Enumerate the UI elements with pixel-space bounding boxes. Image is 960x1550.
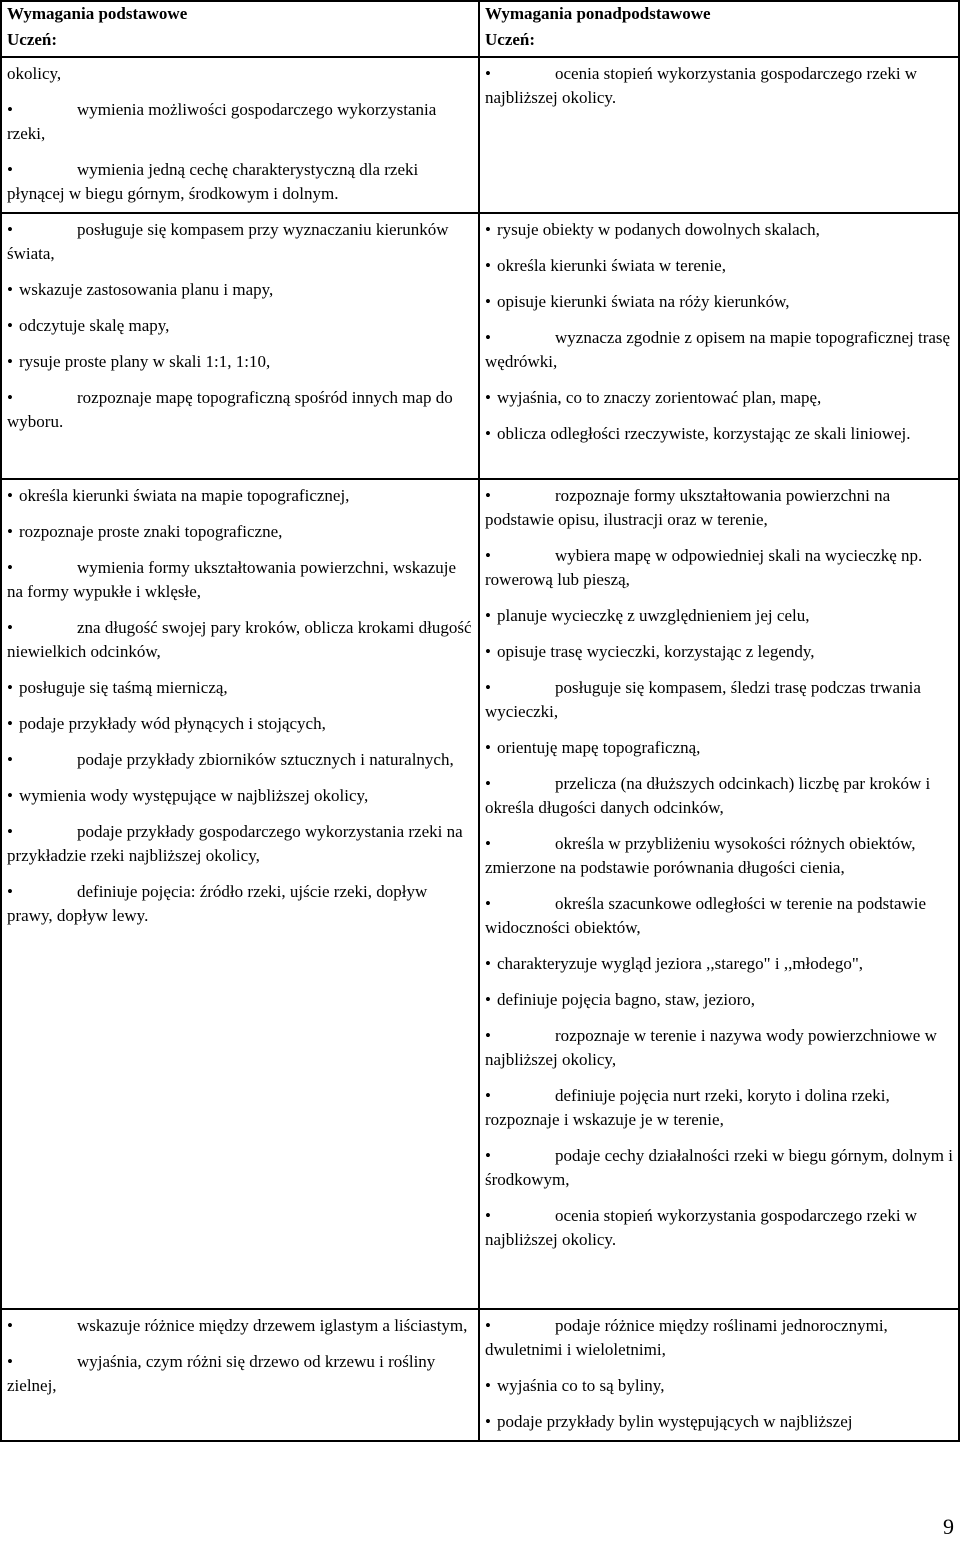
list-item: [7, 820, 474, 868]
cell-basic: [1, 1309, 479, 1441]
cell-advanced: [479, 1309, 959, 1441]
table-row: [1, 1309, 959, 1441]
list-item-text: definiuje pojęcia: źródło rzeki, ujście rzeki, dopływ prawy, dopływ lewy.: [7, 882, 428, 925]
list-item: [7, 712, 474, 736]
list-item: [7, 1314, 474, 1338]
bullet-icon: [485, 290, 497, 314]
bullet-icon: [7, 556, 77, 580]
list-item-text: rozpoznaje w terenie i nazywa wody powierzchniowe w najbliższej okolicy,: [485, 1026, 937, 1069]
list-item-text: rozpoznaje proste znaki topograficzne,: [19, 522, 283, 541]
list-item: [485, 892, 954, 940]
list-item-text: określa szacunkowe odległości w terenie na podstawie widoczności obiektów,: [485, 894, 927, 937]
list-item: [485, 952, 954, 976]
list-item: [485, 1410, 954, 1434]
list-item: [485, 290, 954, 314]
bullet-icon: [7, 98, 77, 122]
list-item-text: wskazuje zastosowania planu i mapy,: [19, 280, 274, 299]
bullet-icon: [485, 386, 497, 410]
list-item-text: wskazuje różnice między drzewem iglastym a liściastym,: [77, 1316, 468, 1335]
bullet-icon: [7, 158, 77, 182]
header-advanced: [479, 1, 959, 57]
list-item-text: orientuję mapę topograficzną,: [497, 738, 701, 757]
list-item-text: podaje różnice między roślinami jednorocznymi, dwuletnimi i wieloletnimi,: [485, 1316, 888, 1359]
list-item-text: wymienia możliwości gospodarczego wykorzystania rzeki,: [7, 100, 437, 143]
bullet-icon: [7, 676, 19, 700]
list-item-text: ocenia stopień wykorzystania gospodarczego rzeki w najbliższej okolicy.: [485, 1206, 918, 1249]
bullet-icon: [485, 1204, 555, 1228]
bullet-icon: [7, 880, 77, 904]
list-item-text: podaje cechy działalności rzeki w biegu górnym, dolnym i środkowym,: [485, 1146, 953, 1189]
cell-advanced: [479, 213, 959, 479]
list-item: [485, 772, 954, 820]
list-item: [7, 484, 474, 508]
list-item-text: posługuje się taśmą mierniczą,: [19, 678, 228, 697]
list-item: [485, 736, 954, 760]
list-item: [485, 640, 954, 664]
list-item-text: podaje przykłady gospodarczego wykorzystania rzeki na przykładzie rzeki najbliższej okolicy,: [7, 822, 463, 865]
list-item-text: opisuje trasę wycieczki, korzystając z legendy,: [497, 642, 815, 661]
bullet-icon: [7, 820, 77, 844]
list-item: [485, 604, 954, 628]
bullet-icon: [7, 314, 19, 338]
list-item-text: przelicza (na dłuższych odcinkach) liczbę par kroków i określa długości danych odcinków,: [485, 774, 931, 817]
bullet-icon: [485, 1410, 497, 1434]
list-item: [485, 832, 954, 880]
table-row: [1, 213, 959, 479]
header-basic-subtitle: Uczeń:: [7, 30, 58, 49]
bullet-icon: [7, 278, 19, 302]
table-row: [1, 479, 959, 1309]
bullet-icon: [485, 736, 497, 760]
bullet-icon: [485, 1084, 555, 1108]
list-item-text: opisuje kierunki świata na róży kierunków,: [497, 292, 790, 311]
list-item-text: wymienia formy ukształtowania powierzchni, wskazuje na formy wypukłe i wklęsłe,: [7, 558, 457, 601]
list-item-text: podaje przykłady wód płynących i stojących,: [19, 714, 326, 733]
list-item: [7, 616, 474, 664]
list-item-text: planuje wycieczkę z uwzględnieniem jej celu,: [497, 606, 810, 625]
list-item: [485, 484, 954, 532]
bullet-icon: [7, 520, 19, 544]
list-item-text: rysuje obiekty w podanych dowolnych skalach,: [497, 220, 820, 239]
list-item-text: określa w przybliżeniu wysokości różnych obiektów, zmierzone na podstawie porównania długości cienia,: [485, 834, 916, 877]
bullet-icon: [485, 1314, 555, 1338]
list-item-text: wyjaśnia, co to znaczy zorientować plan, mapę,: [497, 388, 822, 407]
list-item: [485, 676, 954, 724]
bullet-icon: [7, 748, 77, 772]
bullet-icon: [7, 1314, 77, 1338]
list-item-text: oblicza odległości rzeczywiste, korzystając ze skali liniowej.: [497, 424, 911, 443]
list-item: [7, 218, 474, 266]
list-item-text: zna długość swojej pary kroków, oblicza krokami długość niewielkich odcinków,: [7, 618, 472, 661]
bullet-icon: [485, 772, 555, 796]
list-item: [7, 386, 474, 434]
bullet-icon: [485, 218, 497, 242]
bullet-icon: [485, 484, 555, 508]
list-item: [485, 544, 954, 592]
bullet-icon: [485, 1024, 555, 1048]
list-item-text: rozpoznaje formy ukształtowania powierzchni na podstawie opisu, ilustracji oraz w terenie,: [485, 486, 891, 529]
list-item: [485, 1204, 954, 1252]
bullet-icon: [485, 604, 497, 628]
table-row: [1, 57, 959, 213]
list-item: [7, 520, 474, 544]
bullet-icon: [485, 62, 555, 86]
list-item-text: określa kierunki świata w terenie,: [497, 256, 726, 275]
list-item-text: rozpoznaje mapę topograficzną spośród innych map do wyboru.: [7, 388, 453, 431]
list-item: [485, 254, 954, 278]
bullet-icon: [7, 218, 77, 242]
cell-advanced: [479, 479, 959, 1309]
list-item: [485, 326, 954, 374]
list-item: [7, 62, 474, 86]
bullet-icon: [7, 616, 77, 640]
bullet-icon: [485, 254, 497, 278]
list-item-text: posługuje się kompasem, śledzi trasę podczas trwania wycieczki,: [485, 678, 921, 721]
bullet-icon: [485, 952, 497, 976]
header-basic-title: Wymagania podstawowe: [7, 4, 188, 23]
list-item-text: wyznacza zgodnie z opisem na mapie topograficznej trasę wędrówki,: [485, 328, 951, 371]
list-item-text: ocenia stopień wykorzystania gospodarczego rzeki w najbliższej okolicy.: [485, 64, 918, 107]
bullet-icon: [485, 892, 555, 916]
bullet-icon: [7, 484, 19, 508]
list-item-text: definiuje pojęcia nurt rzeki, koryto i dolina rzeki, rozpoznaje i wskazuje je w terenie,: [485, 1086, 890, 1129]
list-item-text: odczytuje skalę mapy,: [19, 316, 170, 335]
bullet-icon: [7, 350, 19, 374]
list-item: [7, 748, 474, 772]
list-item: [485, 218, 954, 242]
bullet-icon: [485, 676, 555, 700]
bullet-icon: [485, 1144, 555, 1168]
bullet-icon: [485, 326, 555, 350]
list-item: [7, 556, 474, 604]
list-item-text: definiuje pojęcia bagno, staw, jezioro,: [497, 990, 756, 1009]
list-item: [7, 1350, 474, 1398]
list-item: [485, 1374, 954, 1398]
list-item: [485, 1314, 954, 1362]
list-item: [7, 98, 474, 146]
bullet-icon: [485, 832, 555, 856]
bullet-icon: [485, 988, 497, 1012]
bullet-icon: [7, 784, 19, 808]
cell-basic: [1, 213, 479, 479]
bullet-icon: [7, 712, 19, 736]
header-basic: [1, 1, 479, 57]
bullet-icon: [485, 1374, 497, 1398]
list-item: [485, 62, 954, 110]
list-item-text: podaje przykłady bylin występujących w najbliższej: [497, 1412, 853, 1431]
list-item: [485, 1144, 954, 1192]
page-number: 9: [943, 1514, 954, 1539]
list-item-text: wymienia wody występujące w najbliższej okolicy,: [19, 786, 369, 805]
cell-basic: [1, 57, 479, 213]
list-item-text: rysuje proste plany w skali 1:1, 1:10,: [19, 352, 271, 371]
list-item: [7, 278, 474, 302]
list-item: [7, 350, 474, 374]
bullet-icon: [485, 544, 555, 568]
list-item: [7, 158, 474, 206]
bullet-icon: [485, 422, 497, 446]
list-item-text: podaje przykłady zbiorników sztucznych i naturalnych,: [77, 750, 454, 769]
table-header-row: [1, 1, 959, 57]
header-advanced-title: Wymagania ponadpodstawowe: [485, 4, 711, 23]
list-item: [7, 676, 474, 700]
list-item: [7, 314, 474, 338]
list-item: [485, 422, 954, 446]
list-item-text: okolicy,: [7, 64, 62, 83]
header-advanced-subtitle: Uczeń:: [485, 30, 536, 49]
list-item: [485, 1024, 954, 1072]
list-item-text: posługuje się kompasem przy wyznaczaniu kierunków świata,: [7, 220, 449, 263]
list-item-text: wymienia jedną cechę charakterystyczną dla rzeki płynącej w biegu górnym, środkowym i dolnym.: [7, 160, 419, 203]
list-item: [485, 386, 954, 410]
list-item: [7, 784, 474, 808]
bullet-icon: [7, 386, 77, 410]
bullet-icon: [7, 1350, 77, 1374]
bullet-icon: [485, 640, 497, 664]
list-item: [485, 988, 954, 1012]
cell-basic: [1, 479, 479, 1309]
list-item-text: określa kierunki świata na mapie topograficznej,: [19, 486, 350, 505]
list-item-text: charakteryzuje wygląd jeziora ,,starego" i ,,młodego",: [497, 954, 864, 973]
list-item: [7, 880, 474, 928]
list-item-text: wyjaśnia, czym różni się drzewo od krzewu i rośliny zielnej,: [7, 1352, 436, 1395]
cell-advanced: [479, 57, 959, 213]
list-item-text: wyjaśnia co to są byliny,: [497, 1376, 665, 1395]
list-item-text: wybiera mapę w odpowiedniej skali na wycieczkę np. rowerową lub pieszą,: [485, 546, 923, 589]
list-item: [485, 1084, 954, 1132]
